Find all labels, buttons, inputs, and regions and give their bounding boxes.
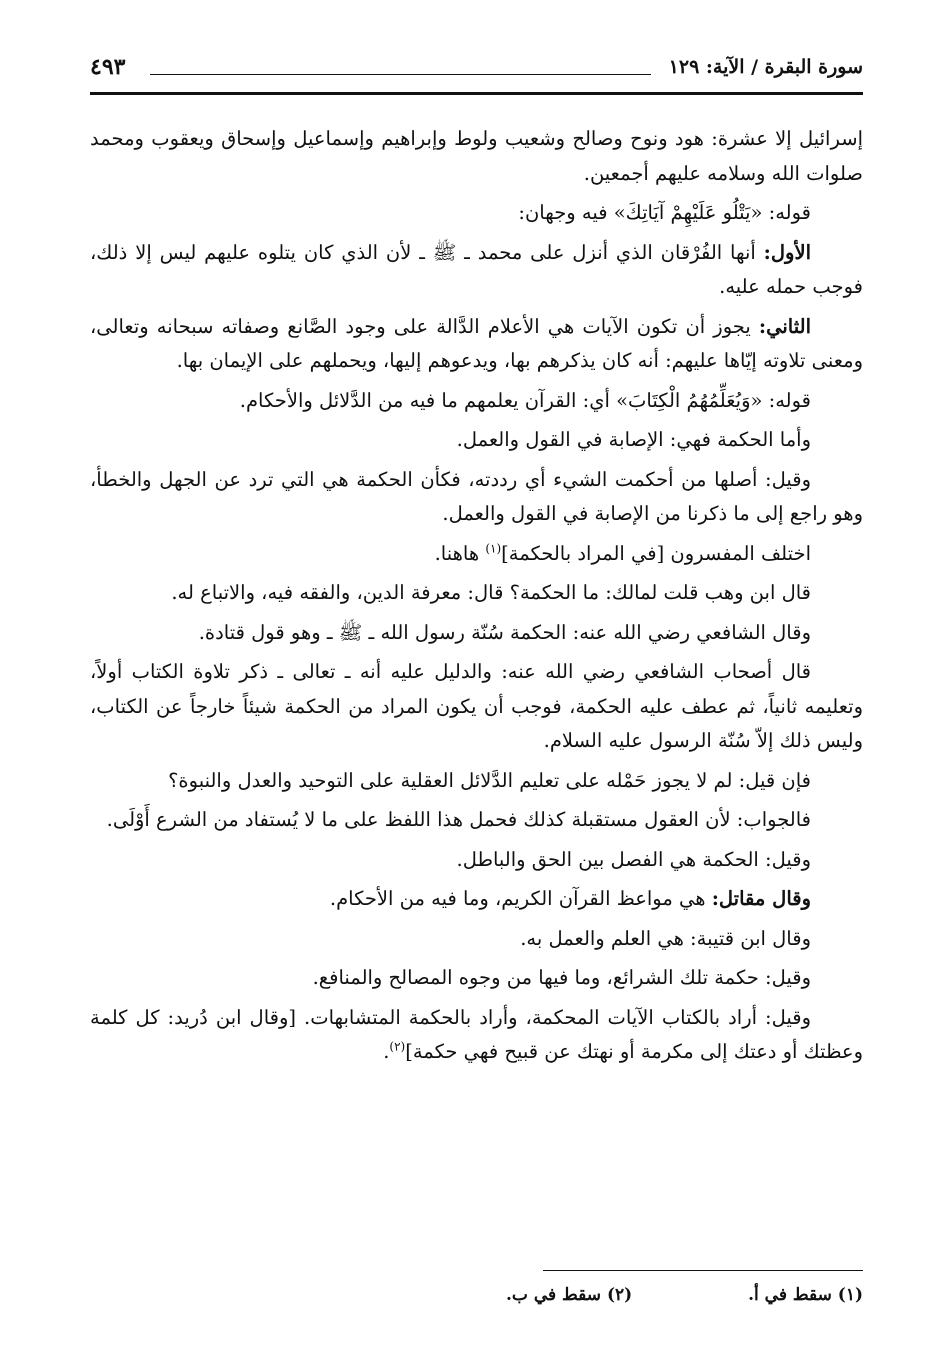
header-rule xyxy=(150,74,651,75)
footnote-1: (١) سقط في أ. xyxy=(748,1285,863,1305)
paragraph: إسرائيل إلا عشرة: هود ونوح وصالح وشعيب ولوط وإبراهيم وإسماعيل وإسحاق ويعقوب ومحمد صلوات الله وسلامه عليهم أجمعين. xyxy=(90,127,863,185)
paragraph: قوله: «وَيُعَلِّمُهُمُ الْكِتَابَ» أي: القرآن يعلمهم ما فيه من الدَّلائل والأحكام. xyxy=(239,388,811,412)
paragraph: وأما الحكمة فهي: الإصابة في القول والعمل. xyxy=(456,428,811,451)
paragraph: فإن قيل: لم لا يجوز حَمْله على تعليم الدَّلائل العقلية على التوحيد والعدل والنبوة؟ xyxy=(168,768,811,792)
paragraph: وقال الشافعي رضي الله عنه: الحكمة سُنّة رسول الله ـ ﷺ ـ وهو قول قتادة. xyxy=(198,620,811,644)
paragraph: الأول: أنها الفُرْقان الذي أنزل على محمد ـ ﷺ ـ لأن الذي كان يتلوه عليهم ليس إلا ذلك، فوجب حمله عليه. xyxy=(90,240,863,298)
paragraph-lead: الأول: xyxy=(763,240,811,264)
footnote-rule xyxy=(543,1270,863,1271)
footnotes xyxy=(343,1285,863,1305)
running-header xyxy=(90,52,863,95)
paragraph-lead: الثاني: xyxy=(758,314,811,338)
header-title: سورة البقرة / الآية: ١٢٩ xyxy=(668,56,863,78)
paragraph: وقال مقاتل: هي مواعظ القرآن الكريم، وما فيه من الأحكام. xyxy=(329,887,811,910)
footnote-2: (٢) سقط في ب. xyxy=(505,1285,633,1305)
paragraph: وقيل: الحكمة هي الفصل بين الحق والباطل. xyxy=(456,847,811,871)
paragraph: فالجواب: لأن العقول مستقبلة كذلك فحمل هذا اللفظ على ما لا يُستفاد من الشرع أَوْلَى. xyxy=(106,808,811,831)
paragraph: قال أصحاب الشافعي رضي الله عنه: والدليل عليه أنه ـ تعالى ـ ذكر تلاوة الكتاب أولاً، وتعليمه ثانياً، ثم عطف عليه الحكمة، فوجب أن يكون المراد من الحكمة شيئاً خارجاً عن الكتاب، وليس ذلك إلاّ سُنّة الرسول عليه السلام. xyxy=(90,660,863,752)
paragraph: الثاني: يجوز أن تكون الآيات هي الأعلام الدَّالة على وجود الصَّانع وصفاته سبحانه وتعالى، ومعنى تلاوته إيّاها عليهم: أنه كان يذكرهم بها، ويدعوهم إليها، ويحملهم على الإيمان بها. xyxy=(90,314,863,372)
footnote-ref: (١) xyxy=(485,541,502,555)
paragraph: وقال ابن قتيبة: هي العلم والعمل به. xyxy=(520,926,811,950)
paragraph-lead: وقال مقاتل: xyxy=(711,887,811,910)
paragraph: وقيل: أصلها من أحكمت الشيء أي رددته، فكأن الحكمة هي التي ترد عن الجهل والخطأ، وهو راجع إلى ما ذكرنا من الإصابة في القول والعمل. xyxy=(90,467,863,525)
paragraph: وقيل: حكمة تلك الشرائع، وما فيها من وجوه المصالح والمنافع. xyxy=(312,966,811,989)
paragraph: قال ابن وهب قلت لمالك: ما الحكمة؟ قال: معرفة الدين، والفقه فيه، والاتباع له. xyxy=(171,581,811,604)
paragraph: قوله: «يَتْلُو عَلَيْهِمْ آيَاتِكَ» فيه وجهان: xyxy=(518,201,811,224)
main-text xyxy=(90,122,863,1075)
page-number: ٤٩٣ xyxy=(90,54,126,80)
footnote-ref: (٢) xyxy=(389,1039,406,1054)
paragraph: اختلف المفسرون [في المراد بالحكمة]$^{(١)}$ هاهنا. xyxy=(434,541,811,565)
paragraph: وقيل: أراد بالكتاب الآيات المحكمة، وأراد بالحكمة المتشابهات. [وقال ابن دُريد: كل كلمة وعظتك أو دعتك إلى مكرمة أو نهتك عن قبيح فهي حكمة]$^{(٢)}$. xyxy=(90,1005,863,1063)
